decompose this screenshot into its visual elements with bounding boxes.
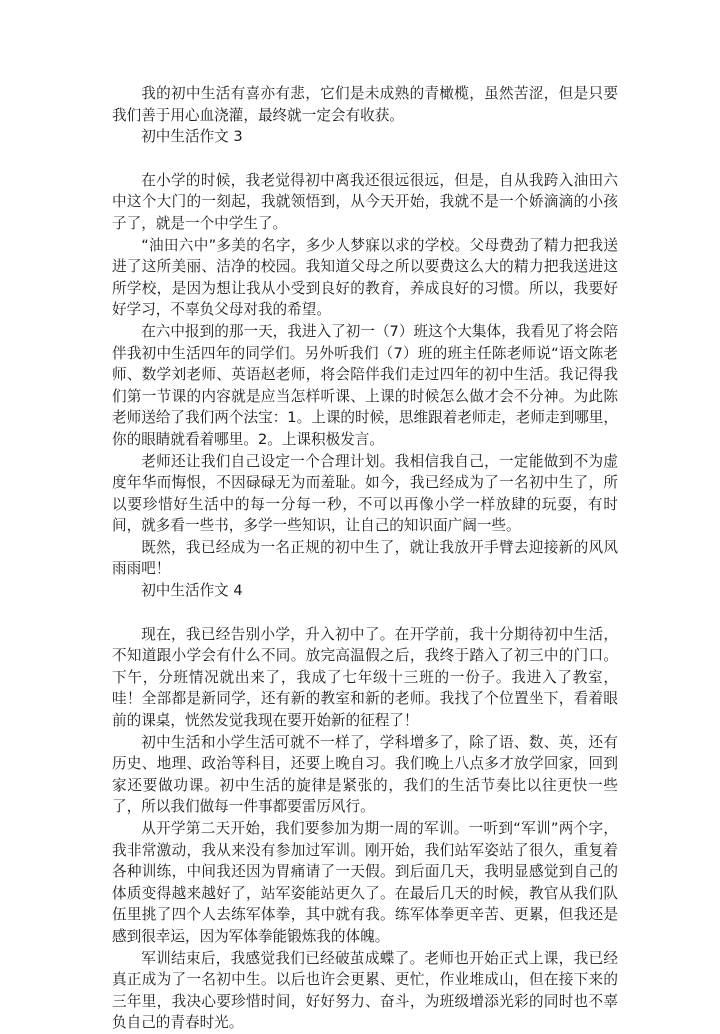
paragraph: 既然，我已经成为一名正规的初中生了，就让我放开手臂去迎接新的风风雨雨吧！ [112,538,618,578]
paragraph: 我的初中生活有喜亦有悲，它们是未成熟的青橄榄，虽然苦涩，但是只要我们善于用心血浇灌，最终就一定会有收获。 [112,85,618,124]
essay-heading: 初中生活作文 3 [141,128,243,146]
document-body [112,83,618,1034]
essay-heading: 初中生活作文 4 [141,582,243,600]
paragraph: “油田六中”多美的名字，多少人梦寐以求的学校。父母费劲了精力把我送进了这所美丽、洁净的校园。我知道父母之所以要费这么大的精力把我送进这所学校，是因为想让我从小受到良好的教育，养成良好的习惯。所以，我要好好学习，不辜负父母对我的希望。 [112,236,618,319]
blank-line [112,602,618,624]
paragraph: 初中生活和小学生活可就不一样了，学科增多了，除了语、数、英，还有历史、地理、政治等科目，还要上晚自习。我们晚上八点多才放学回家，回到家还要做功课。初中生活的旋律是紧张的，我们的生活节奏比以往更快一些了，所以我们做每一件事都要雷厉风行。 [112,733,618,816]
blank-line [112,148,618,170]
paragraph: 在小学的时候，我老觉得初中离我还很远很远，但是，自从我跨入油田六中这个大门的一刻起，我就领悟到，从今天开始，我就不是一个娇滴滴的小孩子了，就是一个中学生了。 [112,171,618,232]
paragraph: 军训结束后，我感觉我们已经破茧成蝶了。老师也开始正式上课，我已经真正成为了一名初中生。以后也许会更累、更忙，作业堆成山，但在接下来的三年里，我决心要珍惜时间，好好努力、奋斗，为班级增添光彩的同时也不辜负自己的青春时光。 [112,949,618,1032]
paragraph: 在六中报到的那一天，我进入了初一（7）班这个大集体，我看见了将会陪伴我初中生活四年的同学们。另外听我们（7）班的班主任陈老师说“语文陈老师、数学刘老师、英语赵老师，将会陪伴我们走过四年的初中生活。我记得我们第一节课的内容就是应当怎样听课、上课的时候怎么做才会不分神。为此陈老师送给了我们两个法宝：1。上课的时候，思维跟着老师走，老师走到哪里，你的眼睛就看着哪里。2。上课积极发言。 [112,322,618,448]
paragraph: 老师还让我们自己设定一个合理计划。我相信我自己，一定能做到不为虚度年华而悔恨，不因碌碌无为而羞耻。如今，我已经成为了一名初中生了，所以要珍惜好生活中的每一分每一秒，不可以再像小学一样放肆的玩耍，有时间，就多看一些书，多学一些知识，让自己的知识面广阔一些。 [112,452,618,535]
paragraph: 现在，我已经告别小学，升入初中了。在开学前，我十分期待初中生活，不知道跟小学会有什么不同。放完高温假之后，我终于踏入了初三中的门口。下午，分班情况就出来了，我成了七年级十三班的一份子。我进入了教室，哇！全部都是新同学，还有新的教室和新的老师。我找了个位置坐下，看着眼前的课桌，恍然发觉我现在要开始新的征程了！ [112,625,618,730]
paragraph: 从开学第二天开始，我们要参加为期一周的军训。一听到“军训”两个字，我非常激动，我从来没有参加过军训。刚开始，我们站军姿站了很久，重复着各种训练，中间我还因为胃痛请了一天假。到后面几天，我明显感觉到自己的体质变得越来越好了，站军姿能站更久了。在最后几天的时候，教官从我们队伍里挑了四个人去练军体拳，其中就有我。练军体拳更辛苦、更累，但我还是感到很幸运，因为军体拳能锻炼我的体魄。 [112,820,618,945]
